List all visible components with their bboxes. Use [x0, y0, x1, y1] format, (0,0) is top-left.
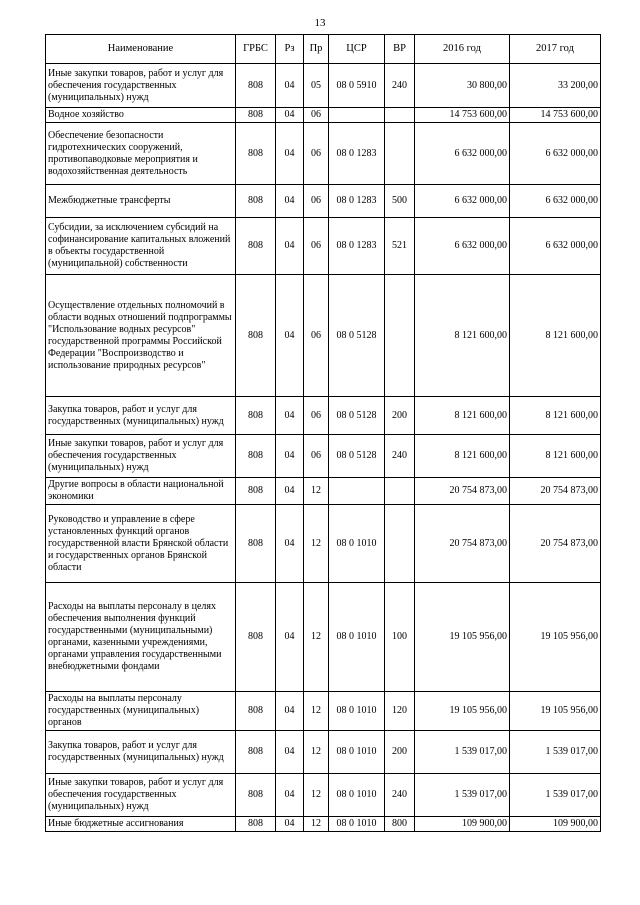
cell-vr: [385, 123, 415, 185]
cell-2016: 8 121 600,00: [415, 397, 510, 435]
cell-csr: [329, 478, 385, 505]
cell-grbs: 808: [236, 583, 276, 692]
cell-2017: 33 200,00: [510, 64, 601, 108]
cell-vr: 240: [385, 774, 415, 817]
cell-pr: 06: [304, 435, 329, 478]
cell-2016: 20 754 873,00: [415, 505, 510, 583]
cell-rz: 04: [276, 64, 304, 108]
cell-pr: 12: [304, 692, 329, 731]
header-vr: ВР: [385, 35, 415, 64]
cell-grbs: 808: [236, 108, 276, 123]
cell-pr: 06: [304, 397, 329, 435]
cell-name: Закупка товаров, работ и услуг для государственных (муниципальных) нужд: [46, 397, 236, 435]
cell-csr: 08 0 1010: [329, 731, 385, 774]
header-2016: 2016 год: [415, 35, 510, 64]
cell-name: Иные бюджетные ассигнования: [46, 817, 236, 832]
cell-name: Иные закупки товаров, работ и услуг для обеспечения государственных (муниципальных) нужд: [46, 435, 236, 478]
cell-vr: 120: [385, 692, 415, 731]
cell-rz: 04: [276, 397, 304, 435]
cell-pr: 12: [304, 583, 329, 692]
cell-rz: 04: [276, 583, 304, 692]
cell-2016: 1 539 017,00: [415, 731, 510, 774]
cell-2017: 6 632 000,00: [510, 123, 601, 185]
cell-vr: 240: [385, 64, 415, 108]
table-header-row: [46, 35, 601, 64]
cell-2016: 14 753 600,00: [415, 108, 510, 123]
table-row: [46, 583, 601, 692]
cell-csr: 08 0 1010: [329, 817, 385, 832]
cell-rz: 04: [276, 692, 304, 731]
page-number: 13: [314, 17, 326, 29]
cell-2017: 20 754 873,00: [510, 478, 601, 505]
cell-rz: 04: [276, 108, 304, 123]
cell-name: Руководство и управление в сфере установленных функций органов государственной власти Брянской области и государственных органов Брянской области: [46, 505, 236, 583]
cell-vr: [385, 108, 415, 123]
cell-pr: 12: [304, 505, 329, 583]
cell-pr: 05: [304, 64, 329, 108]
table-row: [46, 731, 601, 774]
cell-pr: 12: [304, 731, 329, 774]
cell-pr: 12: [304, 817, 329, 832]
cell-grbs: 808: [236, 397, 276, 435]
budget-table: [45, 34, 601, 832]
cell-name: Субсидии, за исключением субсидий на софинансирование капитальных вложений в объекты государственной (муниципальной) собственности: [46, 218, 236, 275]
cell-2017: 1 539 017,00: [510, 774, 601, 817]
cell-2017: 109 900,00: [510, 817, 601, 832]
cell-2016: 8 121 600,00: [415, 435, 510, 478]
cell-2017: 19 105 956,00: [510, 692, 601, 731]
cell-2017: 8 121 600,00: [510, 435, 601, 478]
cell-csr: 08 0 5128: [329, 435, 385, 478]
cell-csr: 08 0 1283: [329, 123, 385, 185]
cell-grbs: 808: [236, 218, 276, 275]
cell-csr: 08 0 5128: [329, 275, 385, 397]
table-row: [46, 108, 601, 123]
table-row: [46, 275, 601, 397]
cell-pr: 06: [304, 185, 329, 218]
cell-csr: 08 0 5128: [329, 397, 385, 435]
table-row: [46, 435, 601, 478]
cell-grbs: 808: [236, 774, 276, 817]
cell-name: Осуществление отдельных полномочий в области водных отношений подпрограммы "Использование водных ресурсов" государственной программы Российской Федерации "Воспроизводство и использование природных ресурсов": [46, 275, 236, 397]
cell-csr: 08 0 1283: [329, 218, 385, 275]
cell-csr: [329, 108, 385, 123]
cell-grbs: 808: [236, 435, 276, 478]
cell-rz: 04: [276, 123, 304, 185]
cell-grbs: 808: [236, 731, 276, 774]
cell-2016: 6 632 000,00: [415, 218, 510, 275]
table-row: [46, 123, 601, 185]
cell-rz: 04: [276, 505, 304, 583]
cell-name: Обеспечение безопасности гидротехнических сооружений, противопаводковые мероприятия и водохозяйственная деятельность: [46, 123, 236, 185]
table-row: [46, 505, 601, 583]
cell-2017: 8 121 600,00: [510, 275, 601, 397]
cell-pr: 12: [304, 478, 329, 505]
cell-vr: [385, 275, 415, 397]
header-grbs: ГРБС: [236, 35, 276, 64]
table-row: [46, 817, 601, 832]
cell-rz: 04: [276, 478, 304, 505]
cell-2017: 1 539 017,00: [510, 731, 601, 774]
cell-2017: 6 632 000,00: [510, 185, 601, 218]
cell-csr: 08 0 1010: [329, 774, 385, 817]
cell-grbs: 808: [236, 505, 276, 583]
cell-csr: 08 0 1010: [329, 505, 385, 583]
cell-grbs: 808: [236, 692, 276, 731]
cell-2016: 6 632 000,00: [415, 185, 510, 218]
cell-csr: 08 0 5910: [329, 64, 385, 108]
cell-vr: 200: [385, 731, 415, 774]
cell-rz: 04: [276, 817, 304, 832]
table-row: [46, 64, 601, 108]
cell-2016: 6 632 000,00: [415, 123, 510, 185]
header-rz: Рз: [276, 35, 304, 64]
cell-name: Межбюджетные трансферты: [46, 185, 236, 218]
cell-rz: 04: [276, 218, 304, 275]
table-row: [46, 774, 601, 817]
cell-grbs: 808: [236, 275, 276, 397]
cell-csr: 08 0 1010: [329, 583, 385, 692]
cell-vr: 800: [385, 817, 415, 832]
cell-vr: 100: [385, 583, 415, 692]
cell-vr: 200: [385, 397, 415, 435]
cell-2016: 1 539 017,00: [415, 774, 510, 817]
header-csr: ЦСР: [329, 35, 385, 64]
cell-grbs: 808: [236, 817, 276, 832]
cell-rz: 04: [276, 275, 304, 397]
cell-rz: 04: [276, 435, 304, 478]
table-row: [46, 692, 601, 731]
cell-csr: 08 0 1283: [329, 185, 385, 218]
cell-2017: 6 632 000,00: [510, 218, 601, 275]
cell-pr: 06: [304, 108, 329, 123]
table-row: [46, 185, 601, 218]
cell-grbs: 808: [236, 64, 276, 108]
cell-name: Закупка товаров, работ и услуг для государственных (муниципальных) нужд: [46, 731, 236, 774]
cell-vr: [385, 478, 415, 505]
header-2017: 2017 год: [510, 35, 601, 64]
cell-grbs: 808: [236, 123, 276, 185]
cell-name: Расходы на выплаты персоналу государственных (муниципальных) органов: [46, 692, 236, 731]
cell-rz: 04: [276, 774, 304, 817]
table-row: [46, 478, 601, 505]
cell-2017: 14 753 600,00: [510, 108, 601, 123]
cell-name: Расходы на выплаты персоналу в целях обеспечения выполнения функций государственными (муниципальными) органами, казенными учреждениями, органами управления государственными внебюджетными фондами: [46, 583, 236, 692]
header-pr: Пр: [304, 35, 329, 64]
cell-pr: 06: [304, 275, 329, 397]
cell-vr: [385, 505, 415, 583]
cell-2017: 20 754 873,00: [510, 505, 601, 583]
cell-2016: 109 900,00: [415, 817, 510, 832]
cell-vr: 521: [385, 218, 415, 275]
table-row: [46, 397, 601, 435]
cell-name: Иные закупки товаров, работ и услуг для обеспечения государственных (муниципальных) нужд: [46, 64, 236, 108]
cell-2016: 20 754 873,00: [415, 478, 510, 505]
cell-name: Другие вопросы в области национальной экономики: [46, 478, 236, 505]
cell-grbs: 808: [236, 185, 276, 218]
cell-rz: 04: [276, 185, 304, 218]
cell-2016: 19 105 956,00: [415, 583, 510, 692]
header-name: Наименование: [46, 35, 236, 64]
cell-name: Водное хозяйство: [46, 108, 236, 123]
cell-2017: 8 121 600,00: [510, 397, 601, 435]
cell-pr: 06: [304, 218, 329, 275]
cell-grbs: 808: [236, 478, 276, 505]
cell-pr: 06: [304, 123, 329, 185]
table-row: [46, 218, 601, 275]
cell-csr: 08 0 1010: [329, 692, 385, 731]
cell-vr: 500: [385, 185, 415, 218]
cell-2016: 8 121 600,00: [415, 275, 510, 397]
cell-pr: 12: [304, 774, 329, 817]
cell-2016: 19 105 956,00: [415, 692, 510, 731]
cell-name: Иные закупки товаров, работ и услуг для обеспечения государственных (муниципальных) нужд: [46, 774, 236, 817]
cell-2017: 19 105 956,00: [510, 583, 601, 692]
cell-2016: 30 800,00: [415, 64, 510, 108]
cell-rz: 04: [276, 731, 304, 774]
cell-vr: 240: [385, 435, 415, 478]
